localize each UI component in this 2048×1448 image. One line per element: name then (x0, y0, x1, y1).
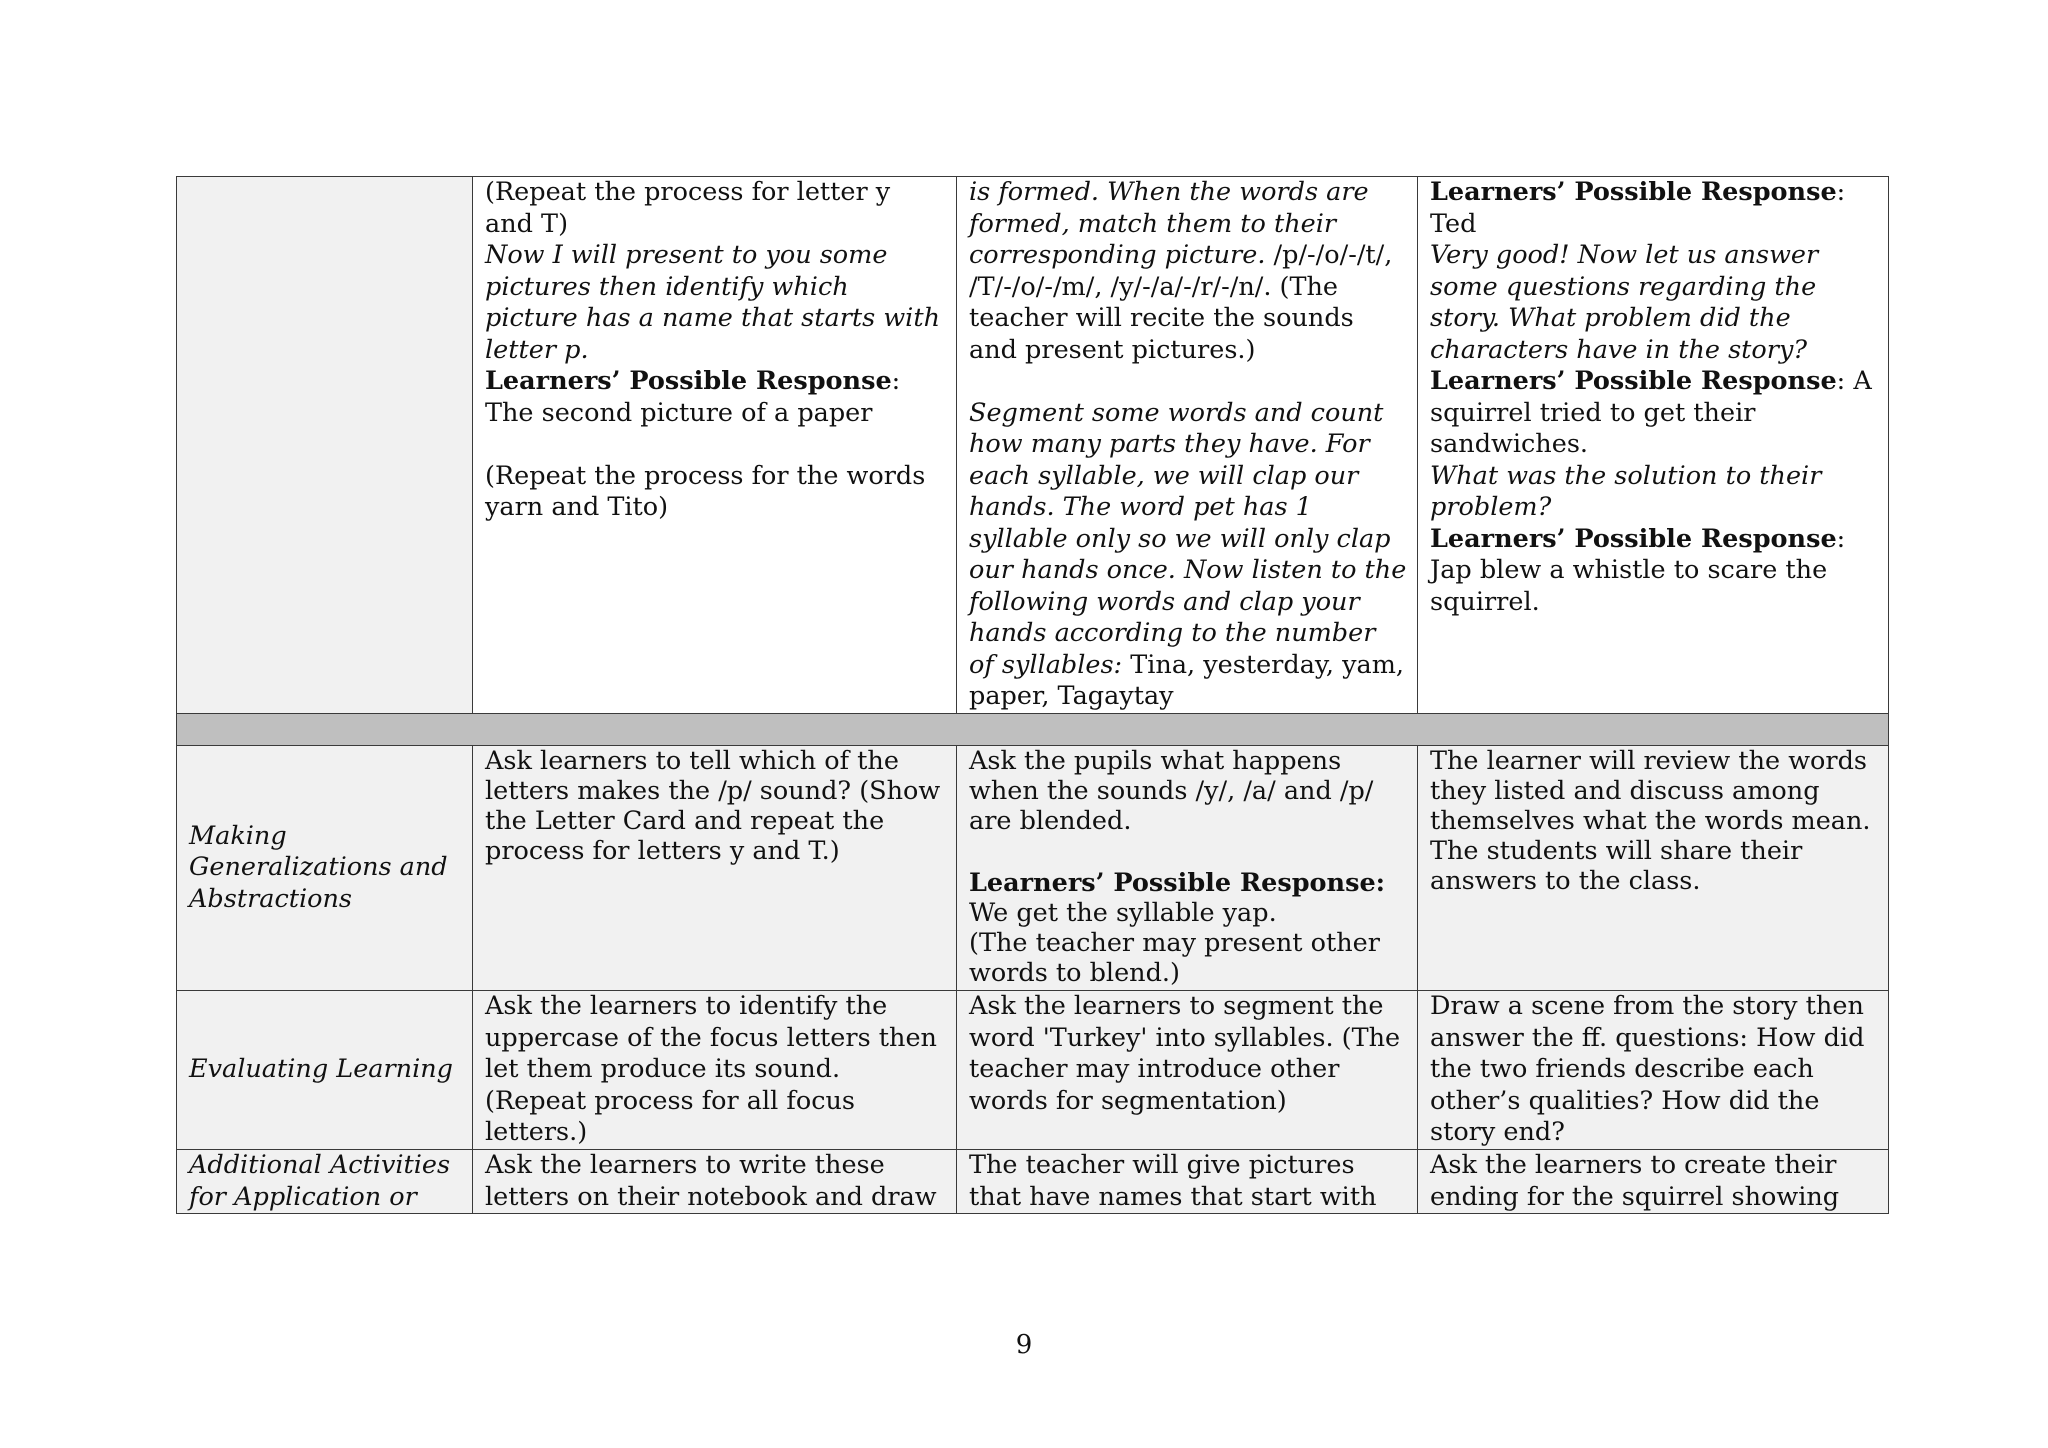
cell-text: We get the syllable yap. (969, 897, 1277, 928)
cell-text: (The teacher may present other words to blend.) (969, 927, 1380, 988)
cell-blending-activity (957, 177, 1418, 714)
response-label: Learners’ Possible Response (1430, 366, 1837, 396)
spacer (485, 429, 946, 461)
cell-text: The learner will review the words they listed and discuss among themselves what the words mean. The students will share their answers to the class. (1430, 746, 1871, 896)
spacer (969, 836, 1407, 868)
table-row (177, 177, 1889, 714)
response-colon: : (1836, 366, 1846, 396)
cell-letter-activity (473, 1150, 957, 1214)
cell-text: Draw a scene from the story then answer the ff. questions: How did the two friends describe each other’s qualities? How did the story end? (1430, 991, 1865, 1147)
cell-text: Ask learners to tell which of the letters makes the /p/ sound? (Show the Letter Card and repeat the process for letters y and T.) (485, 746, 941, 866)
cell-paragraph (969, 398, 1407, 713)
cell-story-activity (1418, 1150, 1889, 1214)
response-line (485, 366, 946, 398)
cell-text: A squirrel tried to get their sandwiches. (1430, 366, 1872, 459)
page-number: 9 (1015, 1330, 1033, 1360)
cell-paragraph (969, 177, 1407, 366)
cell-text: Ask the pupils what happens when the sounds /y/, /a/ and /p/ are blended. (969, 746, 1374, 836)
cell-text: Segment some words and count how many parts they have. For each syllable, we will clap our hands. The word pet has 1 syllable only so we will only clap our hands once. Now listen to the following words and clap your hands according to the number of syllables: (969, 397, 1407, 680)
cell-text: Jap blew a whistle to scare the squirrel. (1430, 555, 1828, 617)
cell-text: (Repeat the process for letter y and T) (485, 177, 891, 239)
lesson-plan-table (176, 176, 1889, 1214)
cell-text: Ask the learners to create their ending for the squirrel showing (1430, 1150, 1840, 1212)
response-line (1430, 366, 1878, 461)
cell-text: The second picture of a paper (485, 397, 873, 428)
cell-letter-activity (473, 746, 957, 991)
response-line (1430, 177, 1878, 209)
cell-text: Tina, yesterday, yam, paper, Tagaytay (969, 649, 1405, 711)
row-label: Evaluating Learning (177, 991, 473, 1150)
cell-text: (Repeat the process for the words yarn and Tito) (485, 460, 926, 522)
section-divider (177, 714, 1889, 746)
cell-story-activity (1418, 746, 1889, 991)
cell-letter-activity (473, 991, 957, 1150)
response-colon: : (891, 366, 901, 396)
response-label: Learners’ Possible Response: (969, 867, 1386, 898)
cell-text: Now I will present to you some pictures then identify which picture has a name that starts with letter p. (485, 240, 940, 365)
cell-text: Ted (1430, 208, 1477, 239)
response-label: Learners’ Possible Response (1430, 523, 1837, 554)
table-row (177, 991, 1889, 1150)
row-label-cell-empty (177, 177, 473, 714)
cell-text: /p/-/o/-/t/, /T/-/o/-/m/, /y/-/a/-/r/-/n/. (The teacher will recite the sounds and present pictures.) (969, 240, 1393, 365)
response-line (1430, 524, 1878, 556)
cell-letter-activity (473, 177, 957, 714)
row-label: Making Generalizations and Abstractions (177, 746, 473, 991)
cell-text: Very good! Now let us answer some questions regarding the story. What problem did the characters have in the story? (1430, 240, 1819, 365)
cell-text: The teacher will give pictures that have names that start with (969, 1150, 1377, 1212)
row-label: Additional Activities for Application or (177, 1150, 473, 1214)
spacer (969, 366, 1407, 398)
cell-story-activity (1418, 177, 1889, 714)
response-label: Learners’ Possible Response (1430, 177, 1837, 207)
cell-blending-activity (957, 1150, 1418, 1214)
cell-text: What was the solution to their problem? (1430, 460, 1822, 522)
cell-blending-activity (957, 991, 1418, 1150)
table-row (177, 746, 1889, 991)
table-row (177, 1150, 1889, 1214)
response-colon: : (1836, 523, 1846, 554)
section-divider-row (177, 714, 1889, 746)
cell-text: is formed. When the words are formed, match them to their corresponding picture. (969, 177, 1369, 270)
response-label: Learners’ Possible Response (485, 366, 892, 396)
cell-text: Ask the learners to segment the word 'Turkey' into syllables. (The teacher may introduce other words for segmentation) (969, 991, 1401, 1116)
cell-blending-activity (957, 746, 1418, 991)
cell-story-activity (1418, 991, 1889, 1150)
cell-text: Ask the learners to identify the uppercase of the focus letters then let them produce its sound. (Repeat process for all focus letters.) (485, 991, 937, 1147)
response-colon: : (1836, 177, 1846, 207)
cell-text: Ask the learners to write these letters on their notebook and draw (485, 1150, 937, 1212)
